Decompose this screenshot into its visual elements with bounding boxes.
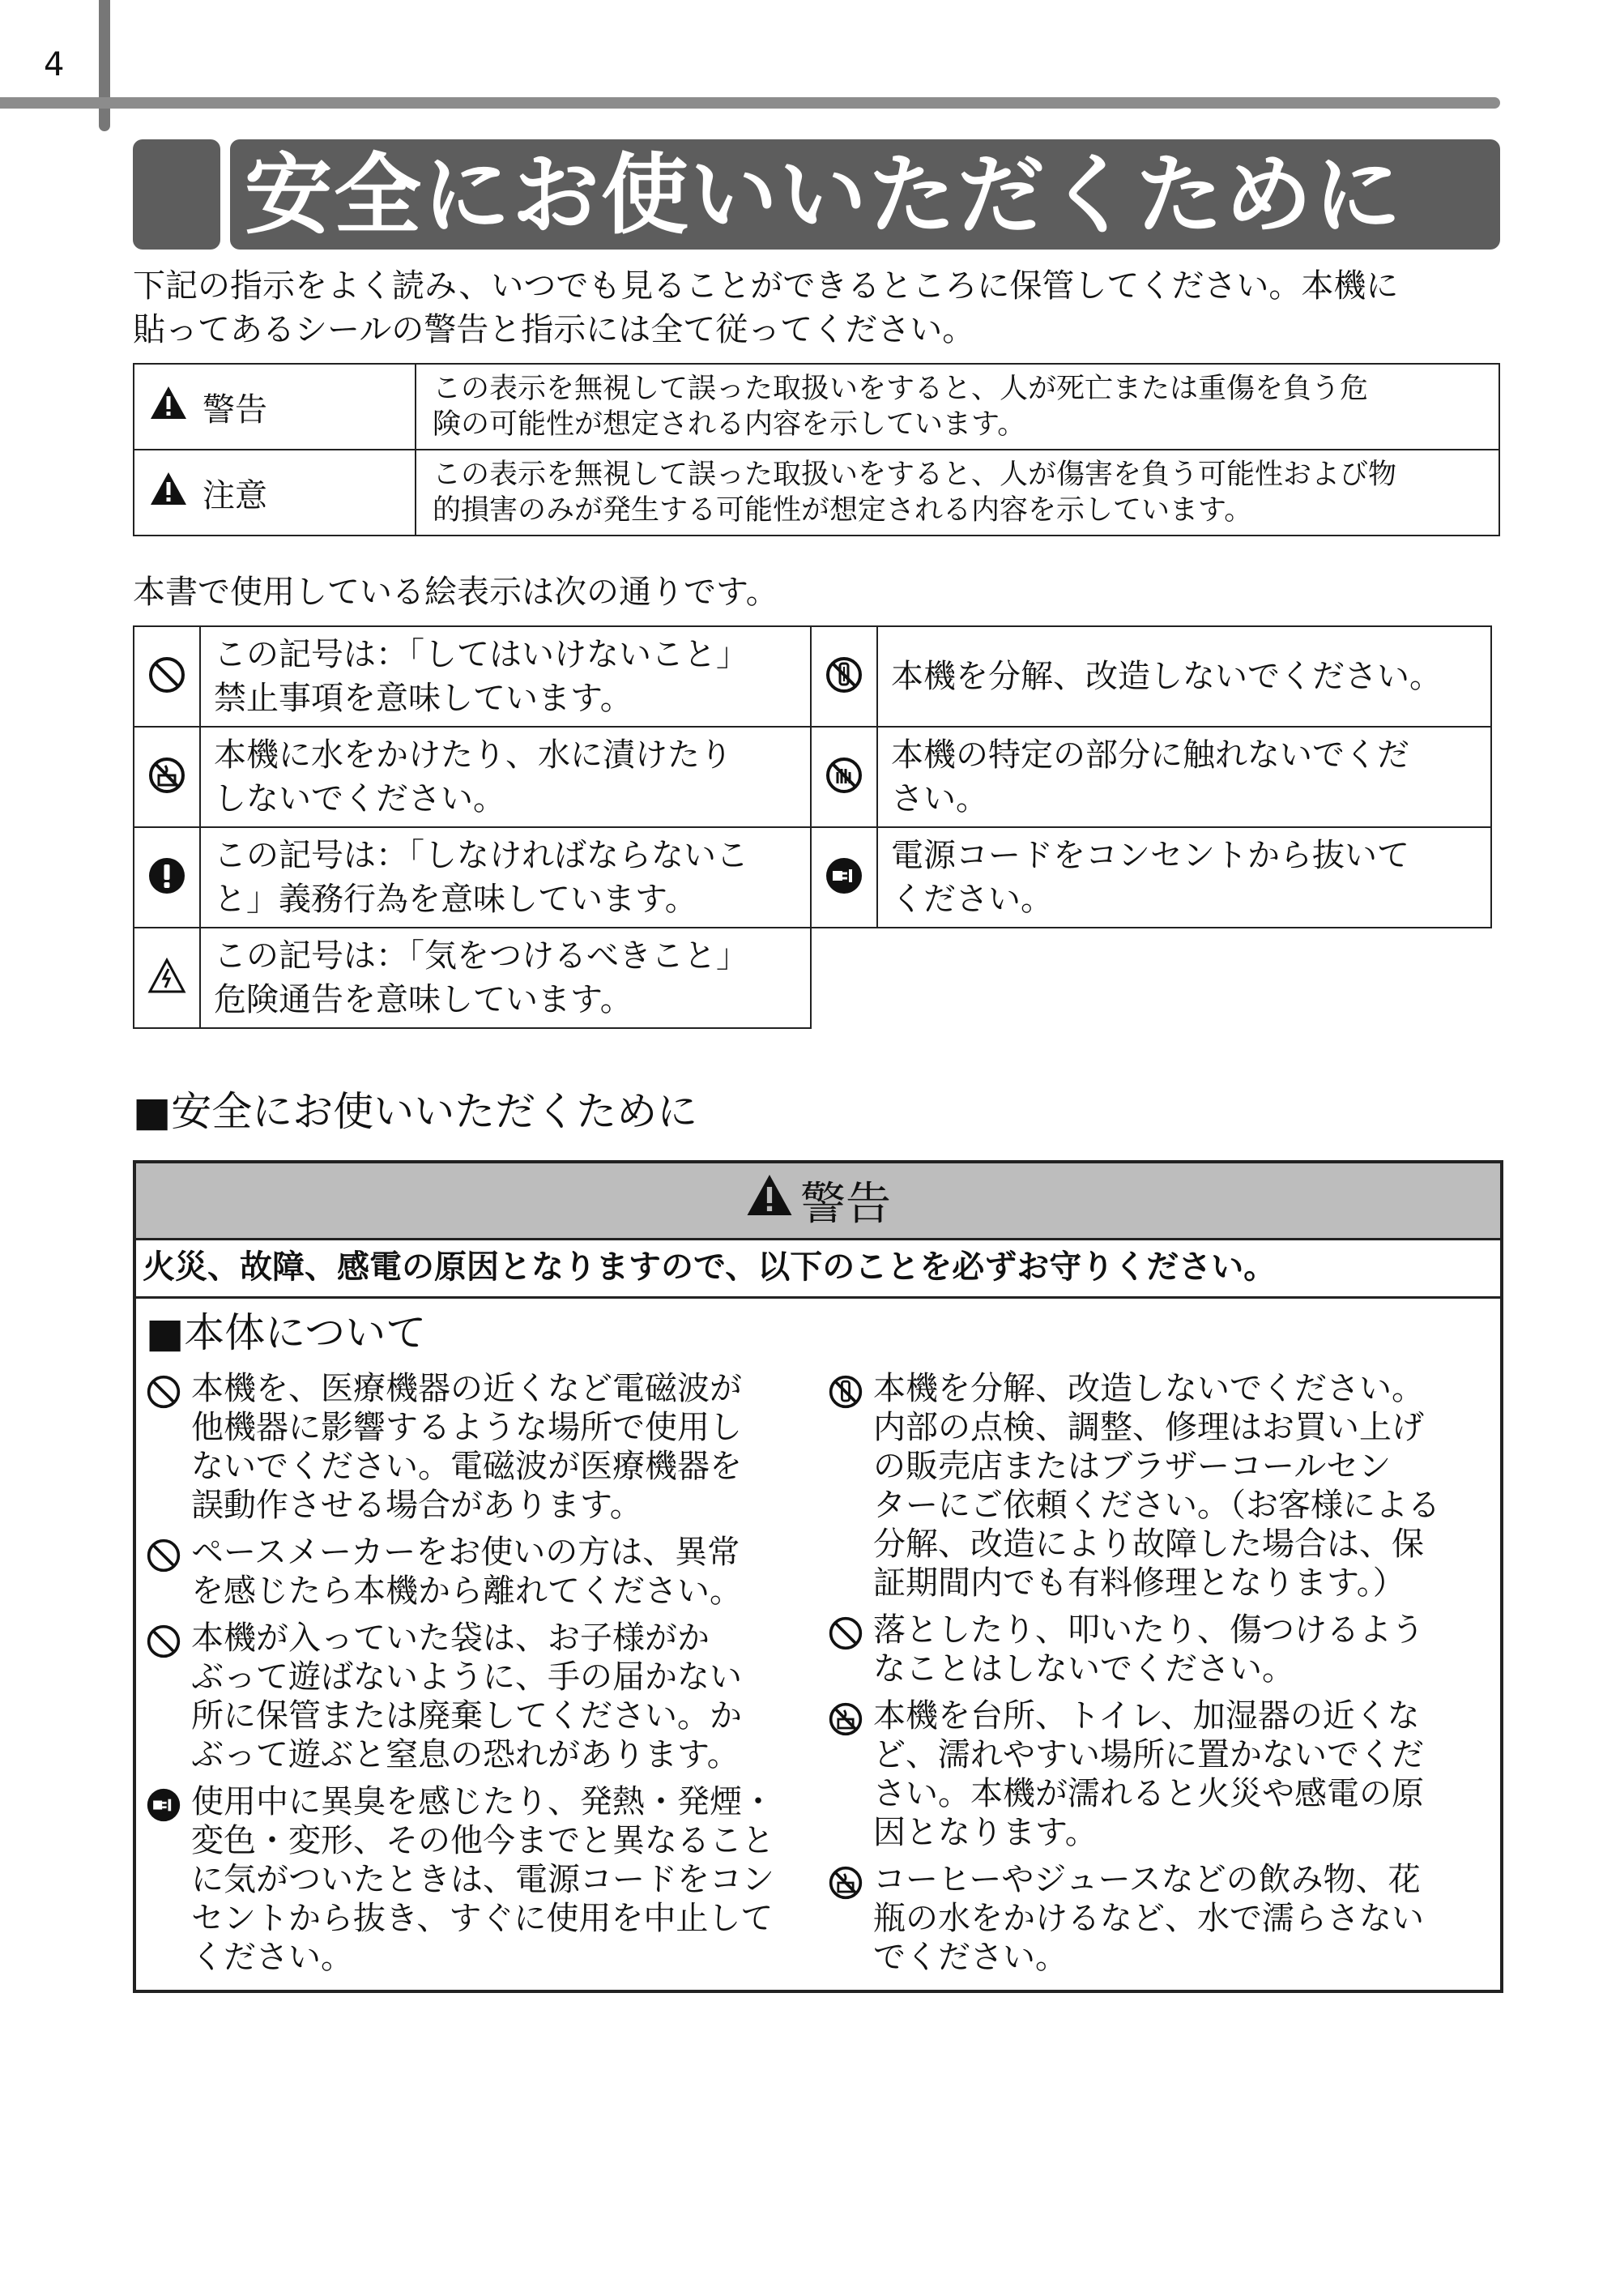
list-item-text: 本機が入っていた袋は、お子様がか ぶって遊ばないように、手の届かない 所に保管または廃棄してください。か ぶって遊ぶと窒息の恐れがあります。 (191, 1620, 742, 1773)
warning-triangle-icon (745, 1172, 794, 1229)
unplug-icon (825, 883, 863, 898)
list-item-text: ペースメーカーをお使いの方は、異常 を感じたら本機から離れてください。 (191, 1534, 742, 1610)
warning-box (133, 1160, 1503, 1993)
no-water-icon (147, 783, 186, 798)
divider (136, 1296, 1500, 1299)
no-touch-icon (825, 783, 863, 798)
warning-box-subtitle: 火災、故障、感電の原因となりますので、以下のことを必ずお守りください。 (143, 1248, 1277, 1286)
legend-text: 危険通告を意味しています。 (214, 981, 633, 1018)
list-item-text: コーヒーやジュースなどの飲み物、花 瓶の水をかけるなど、水で濡らさない でください。 (873, 1861, 1424, 1976)
legend-text: さい。 (891, 780, 988, 817)
signal-desc-caution-1: この表示を無視して誤った取扱いをすると、人が傷害を負う可能性および物 (433, 459, 1397, 491)
list-item (146, 1619, 810, 1774)
body-section-title: ■本体について (146, 1309, 427, 1356)
legend-text: 電源コードをコンセントから抜いて (891, 837, 1409, 874)
legend-text: と」義務行為を意味しています。 (214, 881, 697, 918)
legend-intro: 本書で使用している絵表示は次の通りです。 (133, 574, 778, 611)
warning-items-right (828, 1369, 1492, 1985)
list-item-text: 本機を台所、トイレ、加湿器の近くな ど、濡れやすい場所に置かないでくだ さい。本機が濡れると火災や感電の原 因となります。 (873, 1697, 1424, 1851)
header-vertical-bar (99, 0, 110, 131)
list-item (146, 1533, 810, 1611)
legend-text: この記号は：「してはいけないこと」 (214, 636, 748, 673)
list-item-text: 使用中に異臭を感じたり、発熱・発煙・ 変色・変形、その他今までと異なること に気がついたときは、電源コードをコン セントから抜き、すぐに使用を中止して ください。 (191, 1783, 774, 1976)
intro-line-1: 下記の指示をよく読み、いつでも見ることができるところに保管してください。本機に (133, 267, 1399, 305)
warning-triangle-icon (149, 471, 188, 514)
list-item-text: 本機を分解、改造しないでください。 内部の点検、調整、修理はお買い上げ の販売店またはブラザーコールセン ターにご依頼ください。（お客様による 分解、改造により故障した場合は、保 証期間内でも有料修理となります。） (873, 1370, 1440, 1602)
list-item (828, 1611, 1492, 1688)
list-item-text: 落としたり、叩いたり、傷つけるよう なことはしないでください。 (873, 1611, 1424, 1688)
page-title: 安全にお使いいただくために (245, 145, 1404, 246)
list-item-text: 本機を、医療機器の近くなど電磁波が 他機器に影響するような場所で使用し ないでください。電磁波が医療機器を 誤動作させる場合があります。 (191, 1370, 742, 1524)
list-item (828, 1860, 1492, 1977)
page-number: 4 (44, 46, 65, 83)
list-item (146, 1369, 810, 1525)
prohibited-icon (146, 1533, 186, 1577)
no-water-icon (828, 1860, 868, 1904)
legend-text: 禁止事項を意味しています。 (214, 680, 633, 717)
header-horizontal-bar (0, 97, 1500, 109)
no-disassembly-icon (828, 1369, 868, 1413)
list-item (828, 1696, 1492, 1852)
prohibited-icon (146, 1619, 186, 1662)
warning-box-heading: 警告 (800, 1178, 891, 1231)
prohibited-icon (147, 682, 186, 698)
prohibited-icon (828, 1611, 868, 1654)
signal-desc-caution-2: 的損害のみが発生する可能性が想定される内容を示しています。 (433, 494, 1253, 527)
legend-text: しないでください。 (214, 780, 505, 817)
warning-triangle-icon (149, 385, 188, 429)
legend-text: 本機の特定の部分に触れないでくだ (891, 736, 1409, 774)
signal-label-warning: 警告 (202, 390, 267, 429)
signal-row-caution (134, 450, 1499, 536)
unplug-icon (146, 1782, 186, 1826)
list-item (146, 1782, 810, 1977)
title-tab (133, 139, 220, 250)
warning-box-header (136, 1163, 1500, 1240)
legend-text: 本機に水をかけたり、水に漬けたり (214, 736, 732, 774)
signal-word-table (133, 363, 1500, 536)
mandatory-icon (147, 883, 186, 898)
icon-legend-table (133, 625, 1492, 1029)
signal-label-caution: 注意 (202, 476, 267, 514)
intro-line-2: 貼ってあるシールの警告と指示には全て従ってください。 (133, 311, 975, 348)
legend-text: 本機を分解、改造しないでください。 (891, 658, 1442, 695)
legend-text: この記号は：「気をつけるべきこと」 (214, 937, 748, 975)
no-disassembly-icon (825, 682, 863, 698)
no-water-icon (828, 1696, 868, 1740)
list-item (828, 1369, 1492, 1603)
warning-items-left (146, 1369, 810, 1985)
legend-text: ください。 (891, 881, 1053, 918)
legend-text: この記号は：「しなければならないこ (214, 837, 748, 874)
prohibited-icon (146, 1369, 186, 1413)
caution-icon (147, 983, 186, 998)
signal-desc-warning-1: この表示を無視して誤った取扱いをすると、人が死亡または重傷を負う危 (433, 373, 1369, 405)
section-title: ■安全にお使いいただくために (133, 1088, 698, 1135)
signal-row-warning (134, 364, 1499, 450)
signal-desc-warning-2: 険の可能性が想定される内容を示しています。 (433, 408, 1026, 441)
